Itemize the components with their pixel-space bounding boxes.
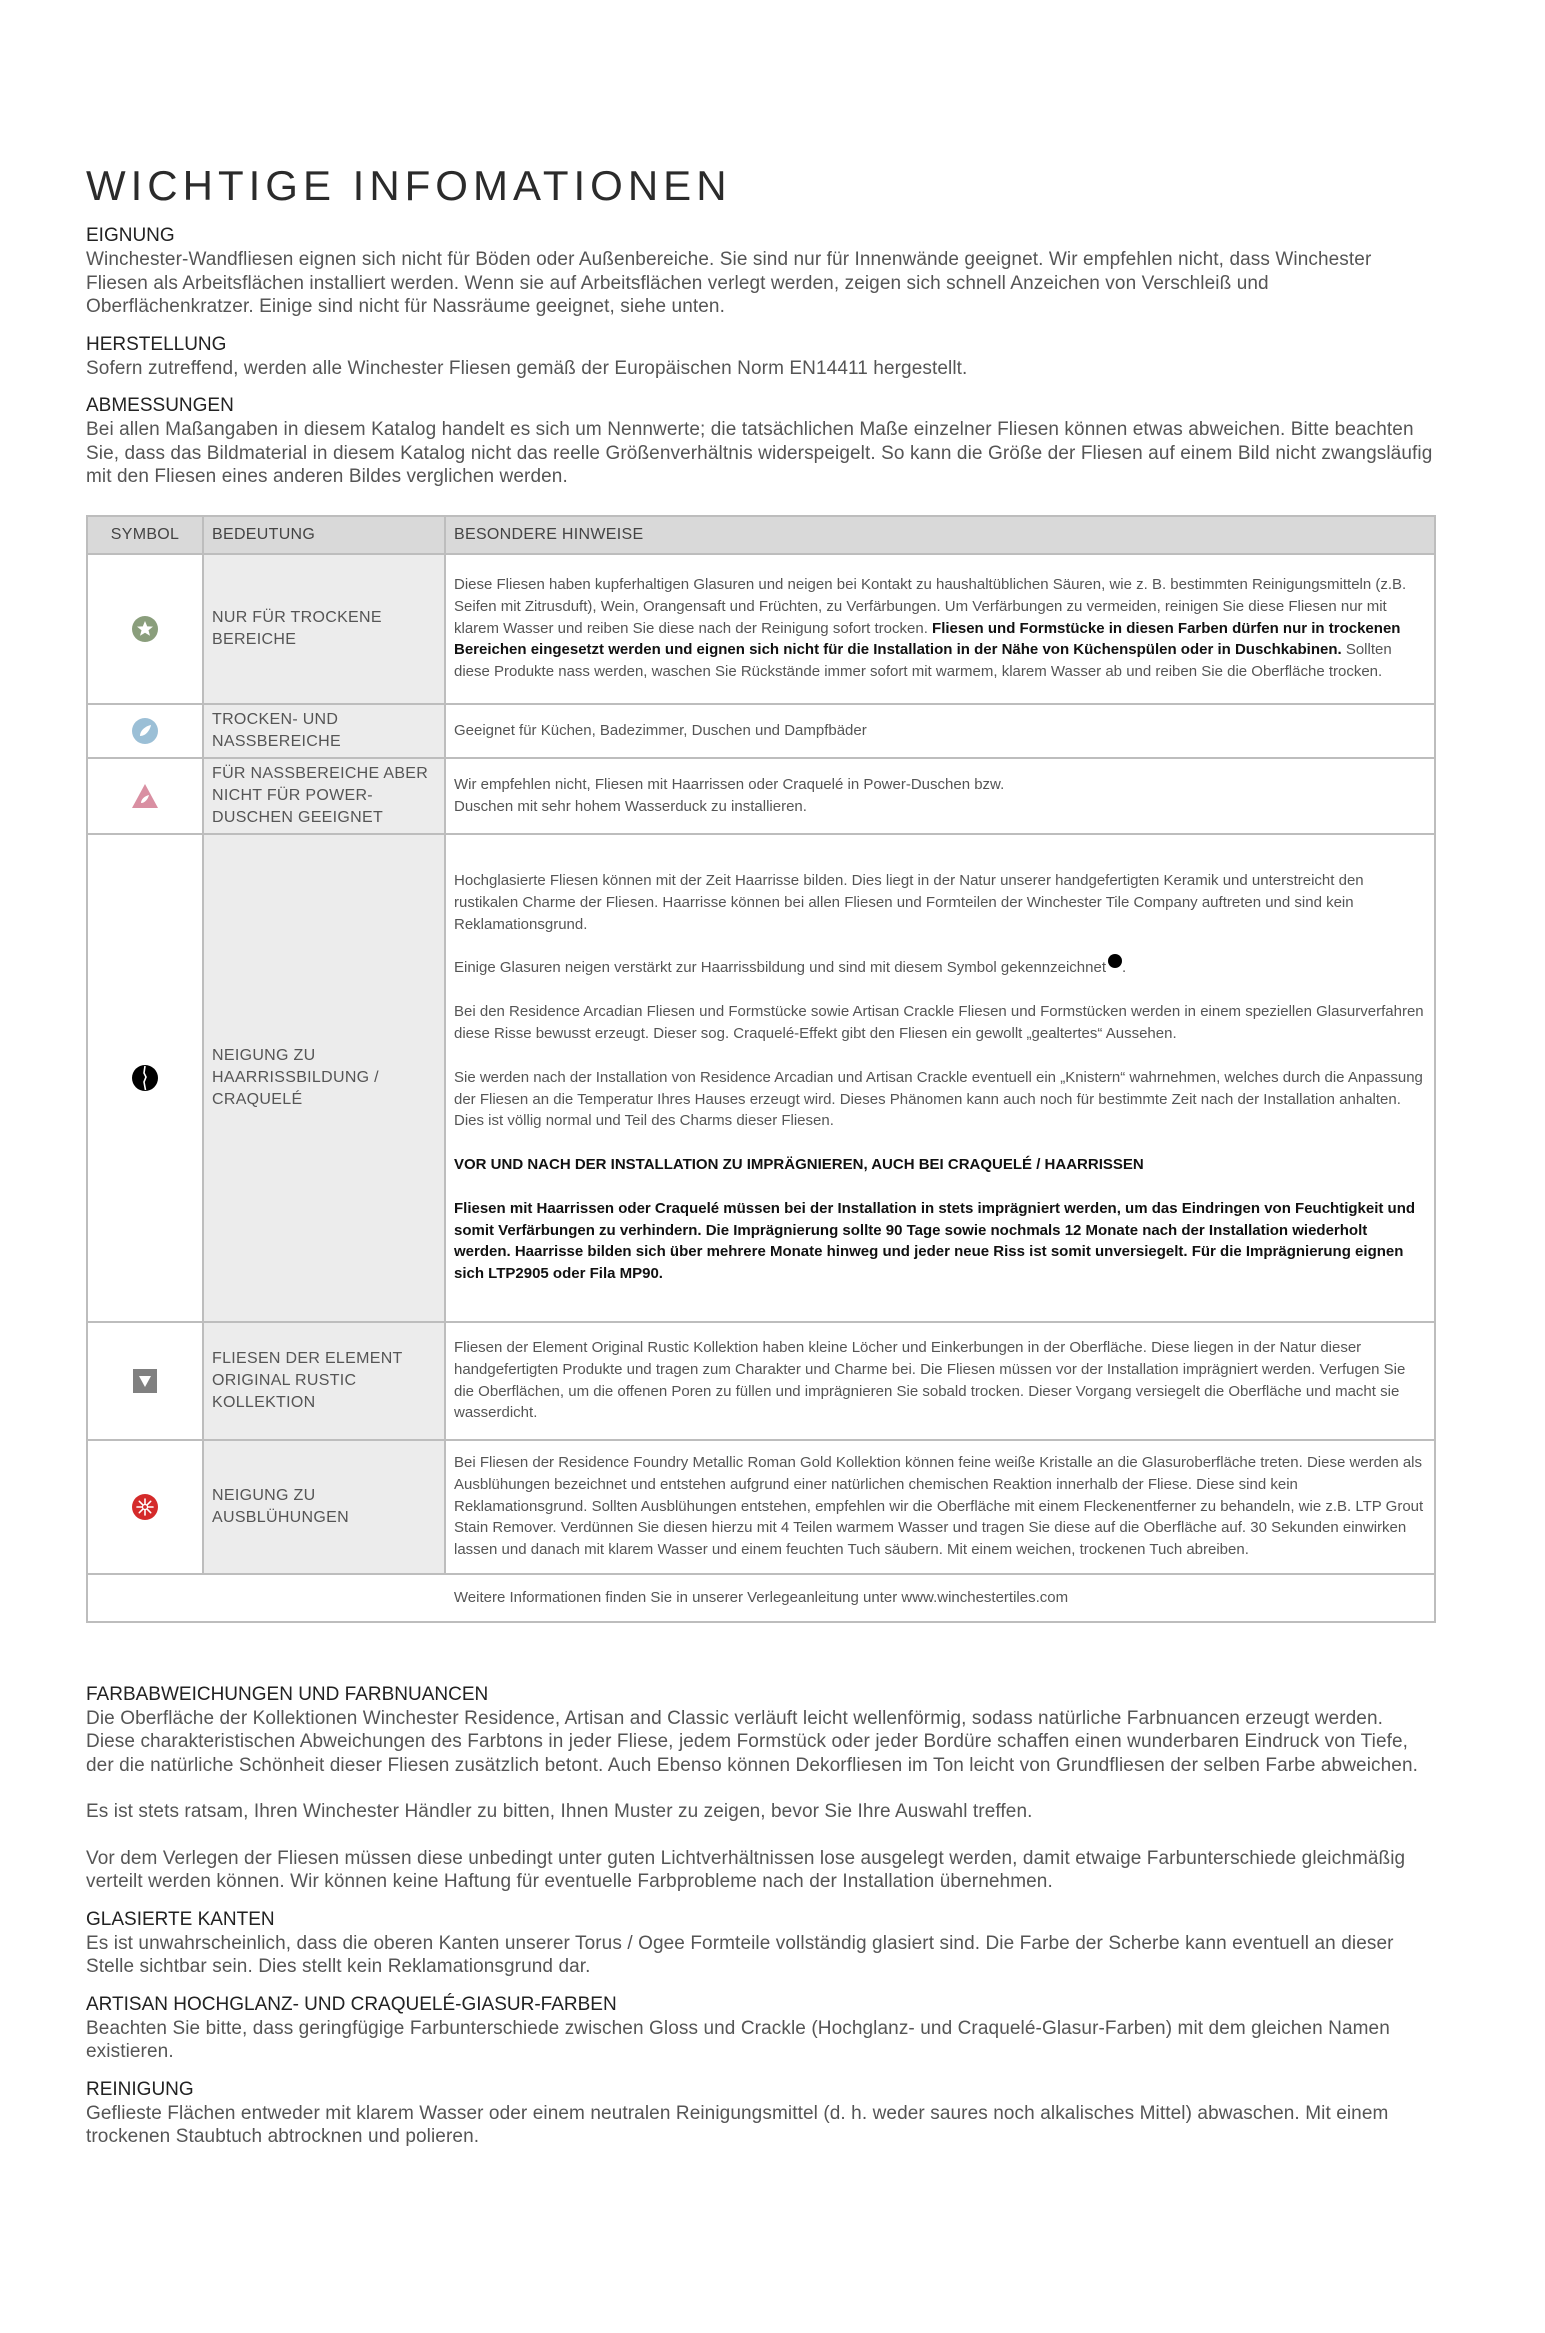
- symbol-cell: [87, 1322, 203, 1440]
- star-circle-icon: [131, 615, 159, 643]
- symbol-table: [86, 515, 1436, 1623]
- table-row-efflorescence: [87, 1440, 1435, 1574]
- section-text: Beachten Sie bitte, dass geringfügige Farbunterschiede zwischen Gloss und Crackle (Hochglanz- und Craquelé-Glasur-Farben) mit dem gleichen Namen existieren.: [86, 2017, 1390, 2062]
- snowflake-circle-icon: [131, 1493, 159, 1521]
- section-text: Die Oberfläche der Kollektionen Winchester Residence, Artisan and Classic verläuft leicht wellenförmig, sodass natürliche Farbnuancen erzeugt werden. Diese charakteristischen Abweichungen des Farbtons in jeder Fliese, jedem Formstück oder jeder Bordüre schaffen einen wunderbaren Eindruck von Tiefe, der die natürliche Schönheit dieser Fliesen zusätzlich betont. Auch Ebenso können Dekorfliesen im Ton leicht von Grundfliesen der selben Farbe abweichen.: [86, 1707, 1419, 1776]
- notes-cell: [445, 758, 1435, 834]
- notes-normal: Sollten diese Produkte nass werden, waschen Sie Rückstände immer sofort mit warmem, klarem Wasser ab und reiben Sie die Oberfläche trocken.: [454, 641, 1392, 681]
- lower-sections: [86, 1683, 1436, 2149]
- notes-bold: Fliesen mit Haarrissen oder Craquelé müssen bei der Installation in stets imprägniert werden, um das Eindringen von Feuchtigkeit und somit Verfärbungen zu verhindern. Die Imprägnierung sollte 90 Tage sowie nochmals 12 Monate nach der Installation wiederholt werden. Haarrisse bilden sich über mehrere Monate hinweg und jeder neue Riss ist somit unversiegelt. Für die Imprägnierung eignen sich LTP2905 oder Fila MP90.: [454, 1199, 1416, 1283]
- table-row-wet-no-power-shower: [87, 758, 1435, 834]
- section-text: Vor dem Verlegen der Fliesen müssen diese unbedingt unter guten Lichtverhältnissen lose ausgelegt werden, damit etwaige Farbunterschiede gleichmäßig verteilt werden können. Wir können keine Haftung für eventuelle Farbprobleme nach der Installation übernehmen.: [86, 1847, 1406, 1892]
- triangle-drop-icon: [131, 782, 159, 810]
- section-heading: ABMESSUNGEN: [86, 395, 234, 416]
- symbol-cell: [87, 554, 203, 704]
- page-title: WICHTIGE INFOMATIONEN: [86, 162, 732, 209]
- section-text: Geflieste Flächen entweder mit klarem Wasser oder einem neutralen Reinigungsmittel (d. h. weder saures noch alkalisches Mittel) abwaschen. Mit einem trockenen Staubtuch abtrocknen und polieren.: [86, 2102, 1389, 2147]
- section-text: Sofern zutreffend, werden alle Winchester Fliesen gemäß der Europäischen Norm EN14411 hergestellt.: [86, 357, 968, 379]
- notes-paragraph: [454, 1198, 1426, 1285]
- down-triangle-square-icon: [131, 1367, 159, 1395]
- notes-paragraph: Hochglasierte Fliesen können mit der Zeit Haarrisse bilden. Dies liegt in der Natur unserer handgefertigten Keramik und unterstreicht den rustikalen Charme der Fliesen. Haarrisse können bei allen Fliesen und Formteilen der Winchester Tile Company auftreten und sind kein Reklamationsgrund.: [454, 871, 1364, 933]
- document-page: [86, 162, 1436, 2163]
- section-eignung: [86, 224, 1436, 319]
- section-heading: EIGNUNG: [86, 225, 175, 246]
- crackle-circle-icon: [131, 1064, 159, 1092]
- table-header-row: [87, 516, 1435, 554]
- table-row-dry-wet: [87, 704, 1435, 758]
- symbol-cell: [87, 758, 203, 834]
- notes-paragraph: [454, 957, 1426, 979]
- table-footer-row: [87, 1574, 1435, 1622]
- section-heading: HERSTELLUNG: [86, 333, 227, 355]
- section-glasierte-kanten: [86, 1908, 1436, 1979]
- symbol-cell: [87, 834, 203, 1322]
- section-text: Es ist stets ratsam, Ihren Winchester Händler zu bitten, Ihnen Muster zu zeigen, bevor Sie Ihre Auswahl treffen.: [86, 1801, 1033, 1822]
- section-text: Winchester-Wandfliesen eignen sich nicht für Böden oder Außenbereiche. Sie sind nur für Innenwände geeignet. Wir empfehlen nicht, dass Winchester Fliesen als Arbeitsflächen installiert werden. Wenn sie auf Arbeitsflächen verlegt werden, zeigen sich schnell Anzeichen von Verschleiß und Oberflächenkratzer. Einige sind nicht für Nassräume geeignet, siehe unten.: [86, 249, 1372, 317]
- header-symbol: SYMBOL: [87, 516, 203, 554]
- meaning-cell: NEIGUNG ZU HAARRISSBILDUNG / CRAQUELÉ: [203, 834, 445, 1322]
- header-notes: BESONDERE HINWEISE: [445, 516, 1435, 554]
- notes-text: .: [1122, 959, 1127, 977]
- section-heading: REINIGUNG: [86, 2078, 194, 2100]
- section-heading: FARBABWEICHUNGEN UND FARBNUANCEN: [86, 1683, 489, 1705]
- notes-cell: Fliesen der Element Original Rustic Kollektion haben kleine Löcher und Einkerbungen in der Oberfläche. Diese liegen in der Natur dieser handgefertigten Produkte und tragen zum Charakter und Charme bei. Die Fliesen müssen vor der Installation imprägniert werden. Verfugen Sie die Oberflächen, um die offenen Poren zu füllen und imprägnieren Sie sobald trocken. Dieser Vorgang versiegelt die Oberfläche und macht sie wasserdicht.: [445, 1322, 1435, 1440]
- notes-heading: [454, 1154, 1426, 1176]
- section-farbabweichungen: [86, 1683, 1436, 1894]
- section-text: Es ist unwahrscheinlich, dass die oberen Kanten unserer Torus / Ogee Formteile vollständig glasiert sind. Die Farbe der Scherbe kann eventuell an dieser Stelle sichtbar sein. Dies stellt kein Reklamationsgrund dar.: [86, 1932, 1394, 1977]
- drop-circle-icon: [131, 717, 159, 745]
- section-heading: ARTISAN HOCHGLANZ- UND CRAQUELÉ-GIASUR-FARBEN: [86, 1993, 617, 2015]
- notes-text: Einige Glasuren neigen verstärkt zur Haarrissbildung und sind mit diesem Symbol gekennzeichnet: [454, 959, 1107, 977]
- table-footer: Weitere Informationen finden Sie in unserer Verlegeanleitung unter www.winchestertiles.com: [87, 1574, 1435, 1622]
- table-row-crackle: [87, 834, 1435, 1322]
- meaning-cell: TROCKEN- UND NASSBEREICHE: [203, 704, 445, 758]
- notes-line: Duschen mit sehr hohem Wasserduck zu installieren.: [454, 797, 807, 815]
- notes-paragraph: Bei den Residence Arcadian Fliesen und Formstücke sowie Artisan Crackle Fliesen und Formstücken werden in einem speziellen Glasurverfahren diese Risse bewusst erzeugt. Dieser sog. Craquelé-Effekt gibt den Fliesen ein gewollt „gealtertes“ Aussehen.: [454, 1003, 1424, 1042]
- section-artisan-farben: [86, 1993, 1436, 2064]
- section-herstellung: [86, 333, 1436, 381]
- notes-normal: Diese Fliesen haben kupferhaltigen Glasuren und neigen bei Kontakt zu haushaltüblichen Säuren, wie z. B. bestimmten Reinigungsmitteln (z.B. Seifen mit Zitrusduft), Wein, Orangensaft und Früchten, zu Verfärbungen. Um Verfärbungen zu vermeiden, reinigen Sie diese Fliesen nur mit klarem Wasser und reiben Sie diese nach der Reinigung sofort trocken.: [454, 576, 1407, 637]
- notes-cell: Bei Fliesen der Residence Foundry Metallic Roman Gold Kollektion können feine weiße Kristalle an die Glasuroberfläche treten. Diese werden als Ausblühungen bezeichnet und entstehen aufgrund einer natürlichen chemischen Reaktion innerhalb der Fliese. Diese sind kein Reklamationsgrund. Sollten Ausblühungen entstehen, empfehlen wir die Oberfläche mit einem Fleckenentferner zu behandeln, wie z.B. LTP Grout Stain Remover. Verdünnen Sie diesen hierzu mit 4 Teilen warmem Wasser und tragen Sie diese auf die Oberfläche auf. 30 Sekunden einwirken lassen und danach mit klarem Wasser und einem feuchten Tuch säubern. Mit einem weichen, trockenen Tuch abreiben.: [445, 1440, 1435, 1574]
- meaning-cell: NEIGUNG ZU AUSBLÜHUNGEN: [203, 1440, 445, 1574]
- meaning-cell: FLIESEN DER ELEMENT ORIGINAL RUSTIC KOLLEKTION: [203, 1322, 445, 1440]
- header-meaning: BEDEUTUNG: [203, 516, 445, 554]
- section-text: Bei allen Maßangaben in diesem Katalog handelt es sich um Nennwerte; die tatsächlichen Maße einzelner Fliesen können etwas abweichen. Bitte beachten Sie, dass das Bildmaterial in diesem Katalog nicht das reelle Größenverhältnis widerspeigelt. So kann die Größe der Fliesen auf einem Bild nicht zwangsläufig mit den Fliesen eines anderen Bildes verglichen werden.: [86, 419, 1433, 487]
- section-heading: GLASIERTE KANTEN: [86, 1908, 275, 1930]
- symbol-cell: [87, 1440, 203, 1574]
- meaning-cell: FÜR NASSBEREICHE ABER NICHT FÜR POWER-DUSCHEN GEEIGNET: [203, 758, 445, 834]
- symbol-cell: [87, 704, 203, 758]
- notes-paragraph: Sie werden nach der Installation von Residence Arcadian und Artisan Crackle eventuell ein „Knistern“ wahrnehmen, welches durch die Anpassung der Fliesen an die Temperatur Ihres Hauses erzeugt wird. Dieses Phänomen kann auch noch für bestimmte Zeit nach der Installation anhalten. Dies ist völlig normal und Teil des Charms dieser Fliesen.: [454, 1068, 1423, 1130]
- meaning-cell: NUR FÜR TROCKENE BEREICHE: [203, 554, 445, 704]
- notes-cell: [445, 834, 1435, 1322]
- notes-cell: [445, 554, 1435, 704]
- table-row-dry-areas: [87, 554, 1435, 704]
- section-reinigung: [86, 2078, 1436, 2149]
- notes-line: Wir empfehlen nicht, Fliesen mit Haarrissen oder Craquelé in Power-Duschen bzw.: [454, 775, 1005, 793]
- crackle-dot-icon: [1108, 954, 1122, 968]
- table-row-element-rustic: [87, 1322, 1435, 1440]
- notes-bold: Fliesen und Formstücke in diesen Farben dürfen nur in trockenen Bereichen eingesetzt werden und eignen sich nicht für die Installation in der Nähe von Küchenspülen oder in Duschkabinen.: [454, 619, 1401, 659]
- notes-bold: VOR UND NACH DER INSTALLATION ZU IMPRÄGNIEREN, AUCH BEI CRAQUELÉ / HAARRISSEN: [454, 1156, 1144, 1174]
- section-abmessungen: [86, 394, 1436, 489]
- notes-cell: Geeignet für Küchen, Badezimmer, Duschen und Dampfbäder: [445, 704, 1435, 758]
- notes-text: [454, 574, 1426, 683]
